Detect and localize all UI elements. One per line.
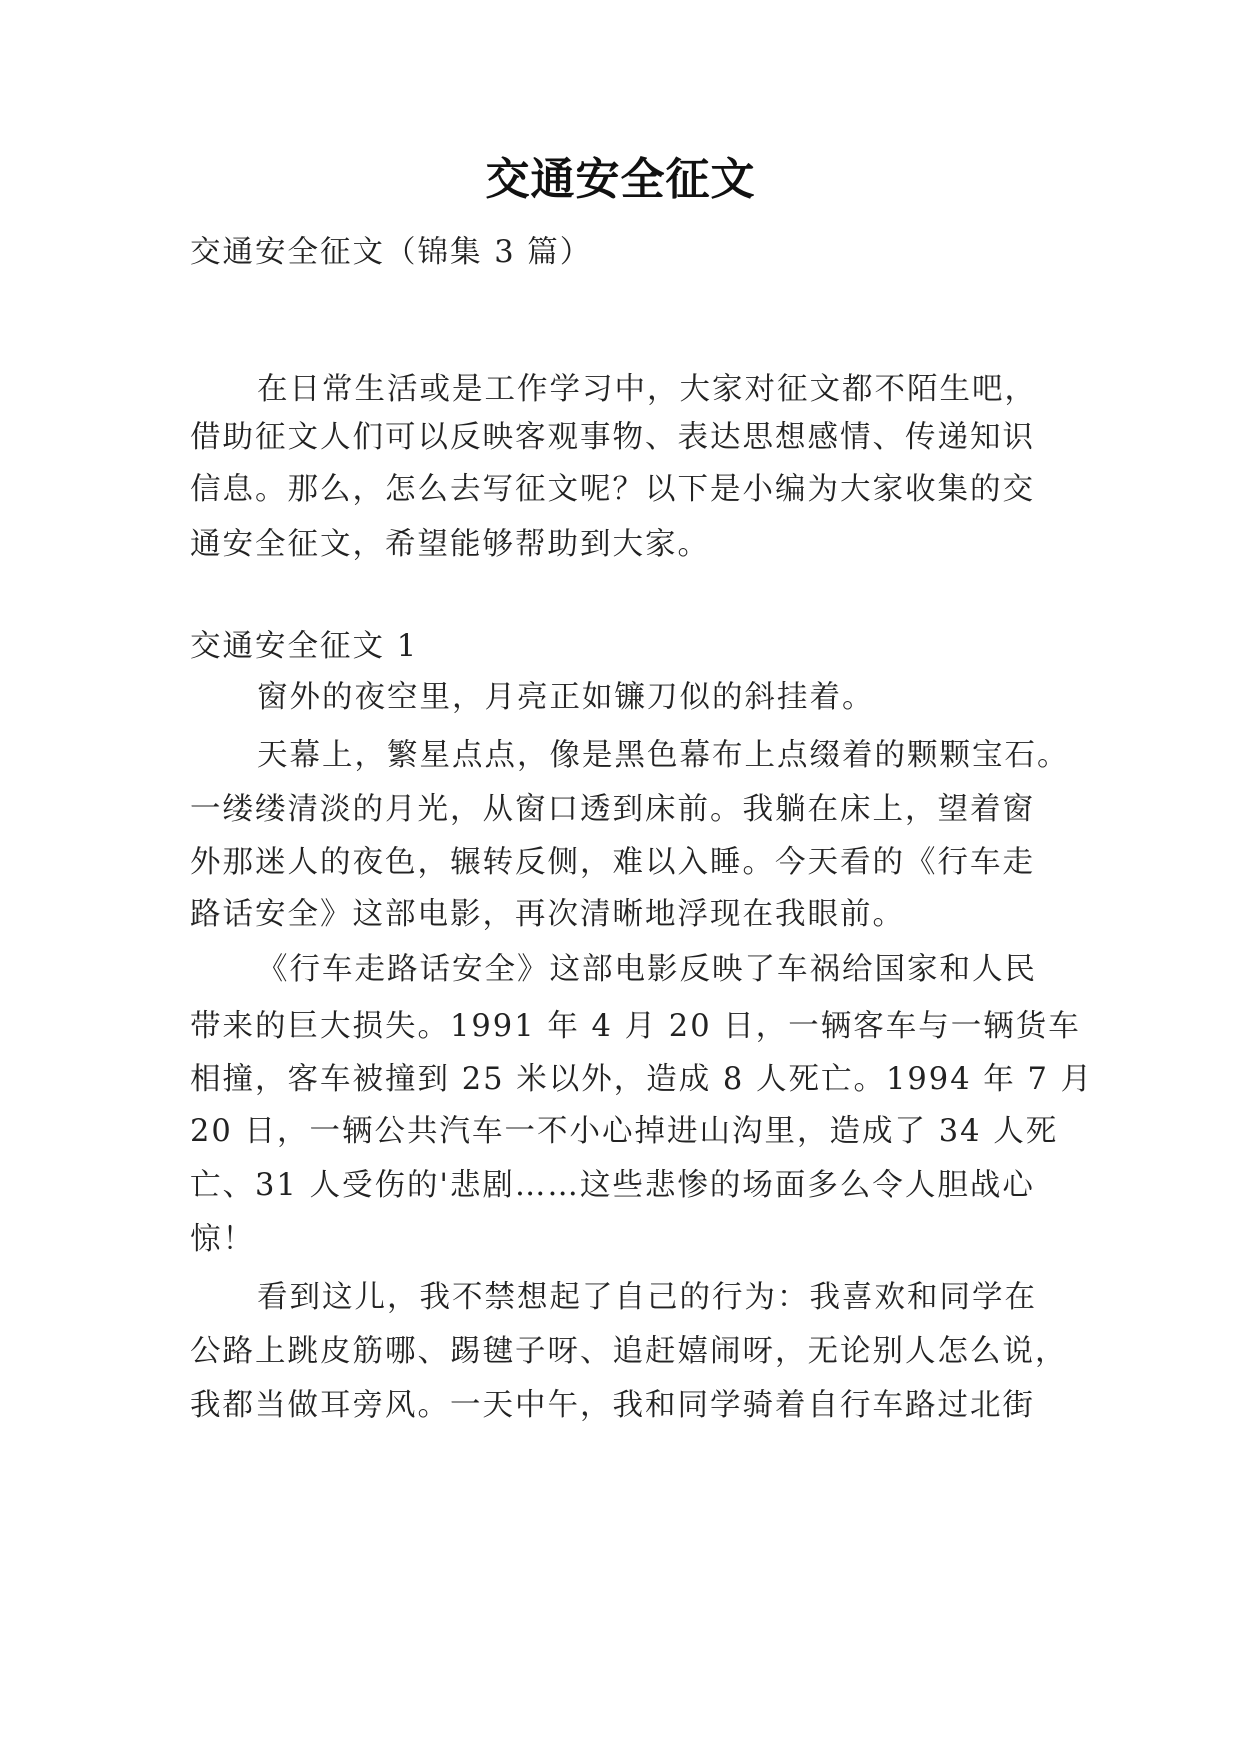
section-heading: 交通安全征文 1 — [190, 629, 419, 664]
intro-line: 通安全征文，希望能够帮助到大家。 — [190, 527, 710, 562]
body-line: 惊！ — [190, 1222, 255, 1257]
body-line: 看到这儿，我不禁想起了自己的行为：我喜欢和同学在 — [257, 1280, 1037, 1315]
body-line: 窗外的夜空里，月亮正如镰刀似的斜挂着。 — [257, 680, 875, 715]
body-line: 外那迷人的夜色，辗转反侧，难以入睡。今天看的《行车走 — [190, 845, 1035, 880]
body-line: 《行车走路话安全》这部电影反映了车祸给国家和人民 — [257, 952, 1037, 987]
document-subtitle: 交通安全征文（锦集 3 篇） — [190, 235, 593, 270]
body-line: 一缕缕清淡的月光，从窗口透到床前。我躺在床上，望着窗 — [190, 792, 1035, 827]
intro-line: 在日常生活或是工作学习中，大家对征文都不陌生吧， — [257, 372, 1037, 407]
body-line: 天幕上，繁星点点，像是黑色幕布上点缀着的颗颗宝石。 — [257, 738, 1070, 773]
body-line: 带来的巨大损失。1991 年 4 月 20 日，一辆客车与一辆货车 — [190, 1009, 1081, 1044]
body-line: 相撞，客车被撞到 25 米以外，造成 8 人死亡。1994 年 7 月 — [190, 1062, 1094, 1097]
intro-line: 信息。那么，怎么去写征文呢？以下是小编为大家收集的交 — [190, 472, 1035, 507]
body-line: 公路上跳皮筋哪、踢毽子呀、追赶嬉闹呀，无论别人怎么说， — [190, 1334, 1068, 1369]
document-title: 交通安全征文 — [485, 154, 756, 205]
intro-line: 借助征文人们可以反映客观事物、表达思想感情、传递知识 — [190, 420, 1035, 455]
body-line: 我都当做耳旁风。一天中午，我和同学骑着自行车路过北街 — [190, 1388, 1035, 1423]
body-line: 路话安全》这部电影，再次清晰地浮现在我眼前。 — [190, 897, 905, 932]
body-line: 亡、31 人受伤的'悲剧……这些悲惨的场面多么令人胆战心 — [190, 1168, 1035, 1203]
body-line: 20 日，一辆公共汽车一不小心掉进山沟里，造成了 34 人死 — [190, 1114, 1059, 1149]
